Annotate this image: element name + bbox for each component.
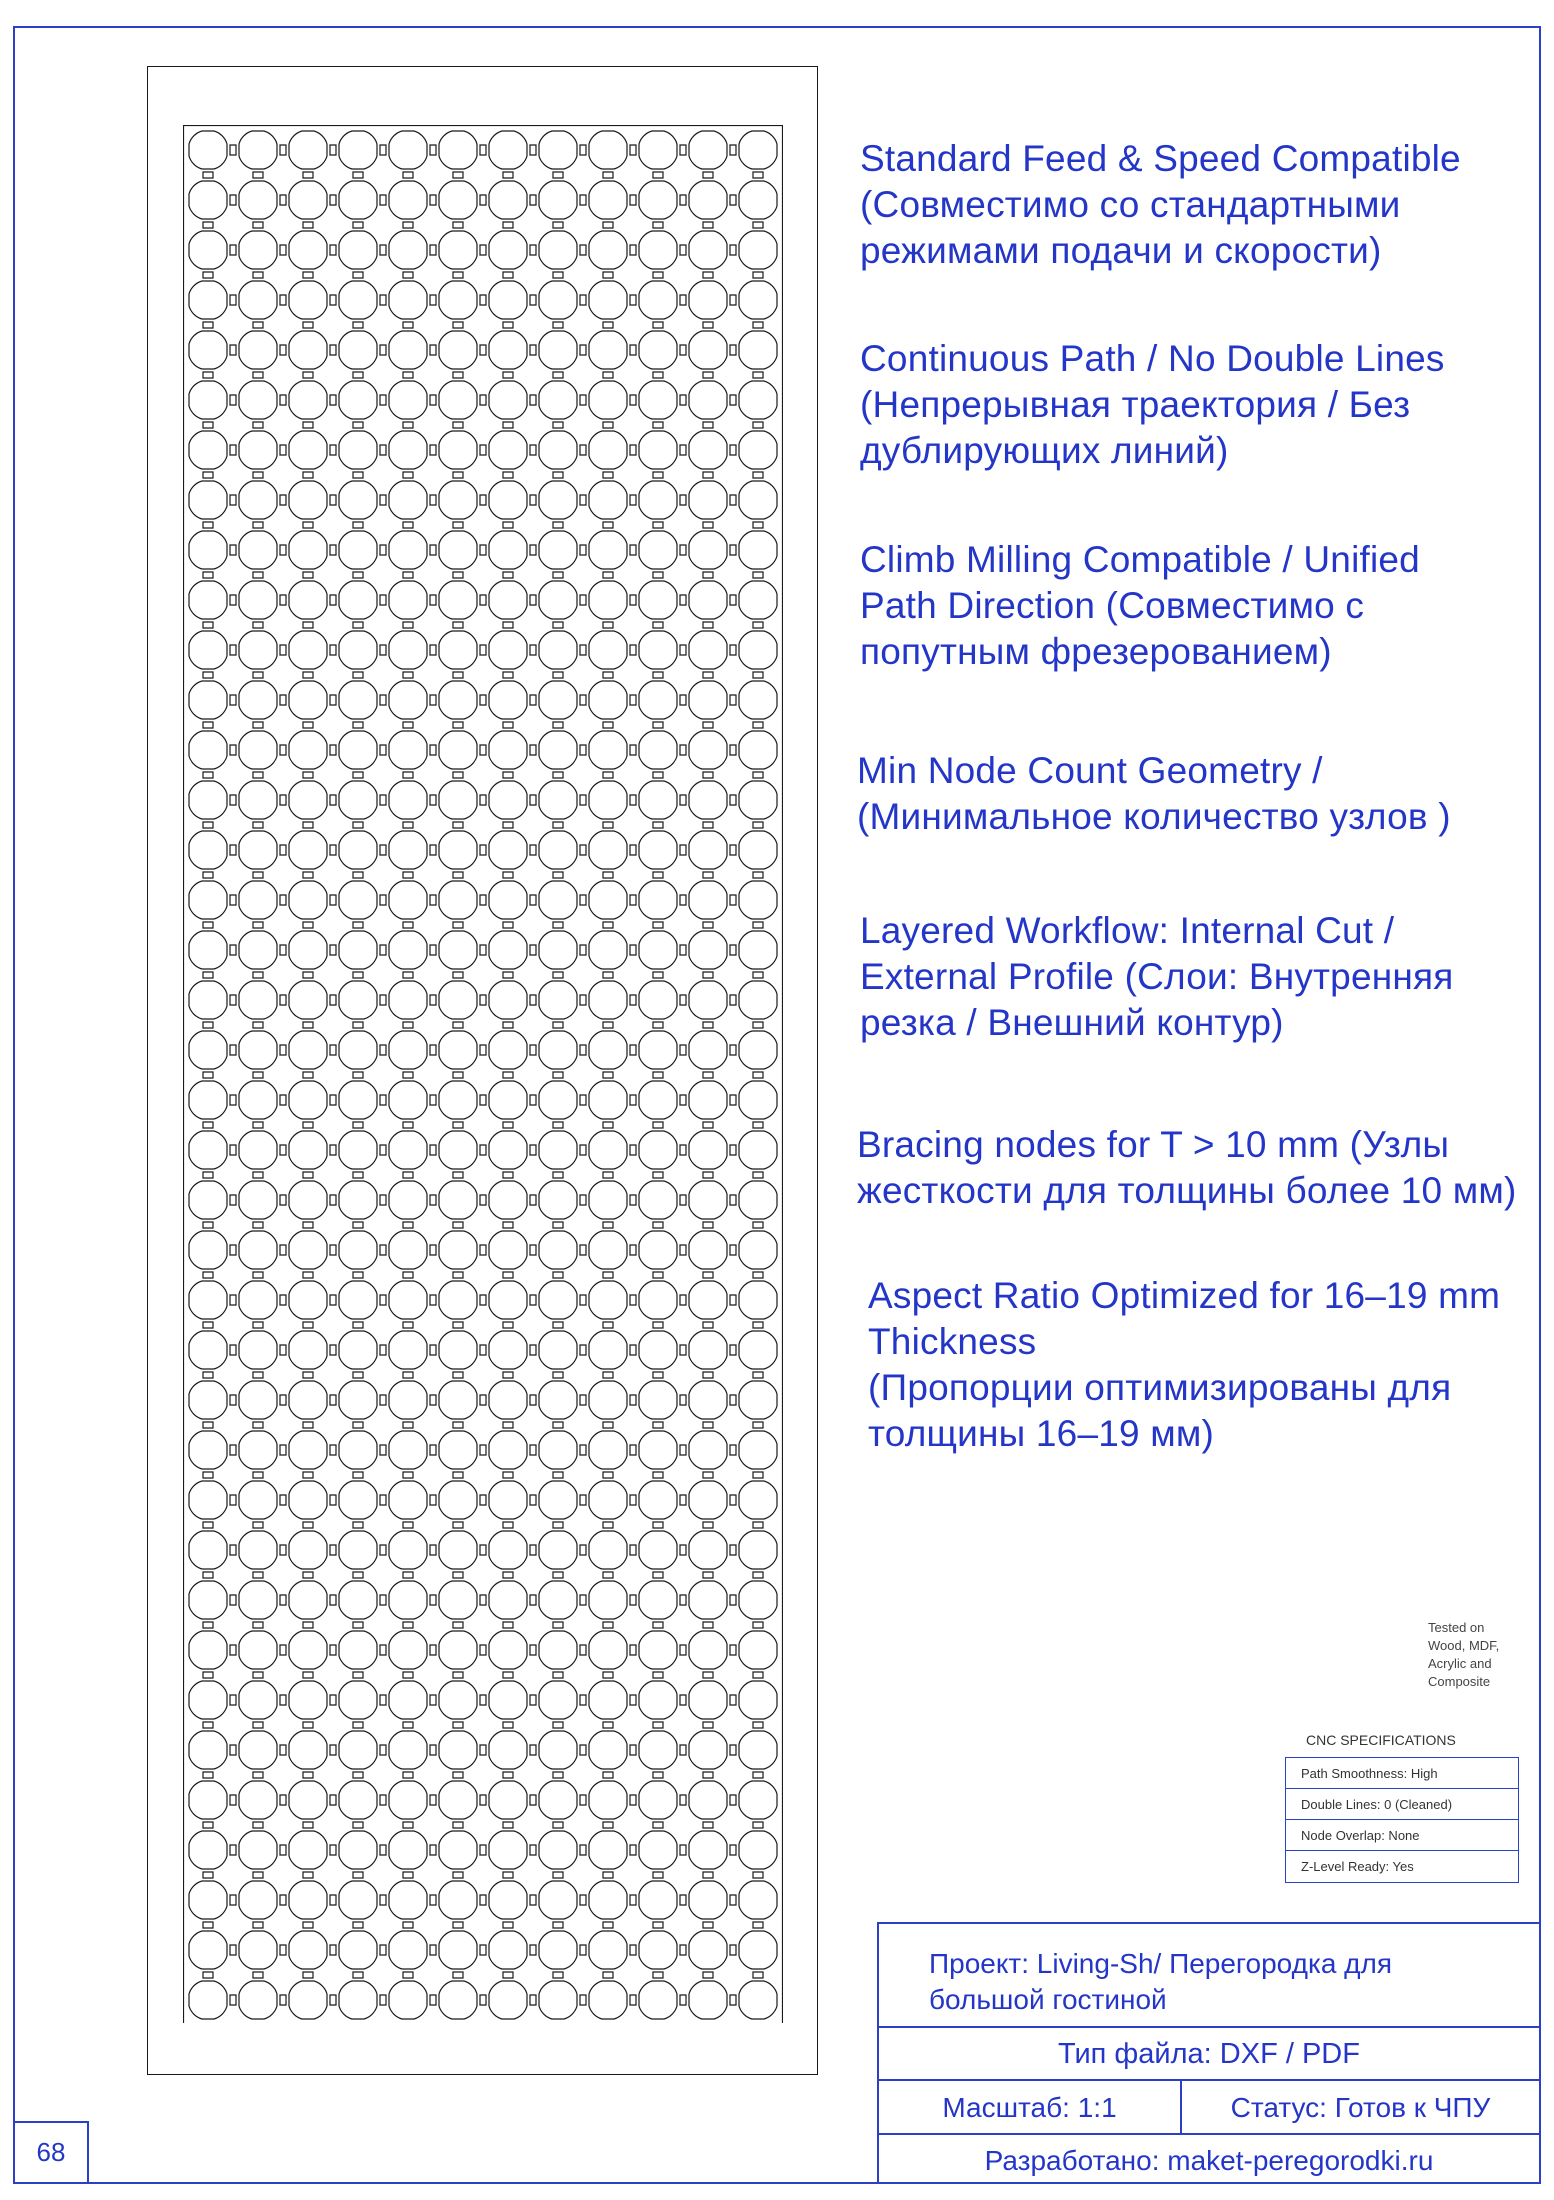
feature-min-node: Min Node Count Geometry / (Минимальное количество узлов ): [857, 750, 1451, 837]
scale-status-row: [879, 2081, 1539, 2135]
feature-layered-workflow: Layered Workflow: Internal Cut / External Profile (Слои: Внутренняя резка / Внешний контур): [860, 910, 1454, 1043]
cnc-specs-table: [1285, 1757, 1519, 1883]
cnc-specs-title: CNC SPECIFICATIONS: [1306, 1732, 1456, 1748]
file-type: Тип файла: DXF / PDF: [879, 2028, 1539, 2081]
cnc-spec-row: Path Smoothness: High: [1286, 1758, 1518, 1789]
cnc-spec-row: Double Lines: 0 (Cleaned): [1286, 1789, 1518, 1820]
tested-materials-note: Tested on Wood, MDF, Acrylic and Composite: [1428, 1620, 1500, 1689]
cnc-spec-row: Z-Level Ready: Yes: [1301, 1859, 1414, 1874]
scale-cell: Масштаб: 1:1: [879, 2081, 1182, 2135]
feature-feed-speed: Standard Feed & Speed Compatible (Совместимо со стандартными режимами подачи и скорости): [860, 138, 1461, 271]
status-cell: Статус: Готов к ЧПУ: [1230, 2092, 1491, 2123]
feature-continuous-path: Continuous Path / No Double Lines (Непрерывная траектория / Без дублирующих линий): [860, 338, 1445, 471]
feature-bracing-nodes: Bracing nodes for T > 10 mm (Узлы жесткости для толщины более 10 мм): [857, 1124, 1517, 1211]
developer-credit: Разработано: maket-peregorodki.ru: [984, 2145, 1434, 2176]
project-name: [879, 1924, 1539, 2028]
lattice-cutouts: [189, 131, 777, 2019]
lattice-pattern: [183, 125, 783, 2023]
page-number: 68: [13, 2121, 89, 2184]
partition-panel: [147, 66, 818, 2075]
title-block: [877, 1922, 1541, 2184]
cnc-spec-row: Node Overlap: None: [1286, 1820, 1518, 1851]
feature-aspect-ratio: Aspect Ratio Optimized for 16–19 mm Thickness (Пропорции оптимизированы для толщины 16–19 мм): [868, 1275, 1501, 1454]
lattice-border: [184, 126, 783, 2024]
feature-climb-milling: Climb Milling Compatible / Unified Path Direction (Совместимо с попутным фрезерованием): [860, 539, 1420, 672]
project-text: Проект: Living-Sh/ Перегородка для большой гостиной: [929, 1948, 1393, 2015]
